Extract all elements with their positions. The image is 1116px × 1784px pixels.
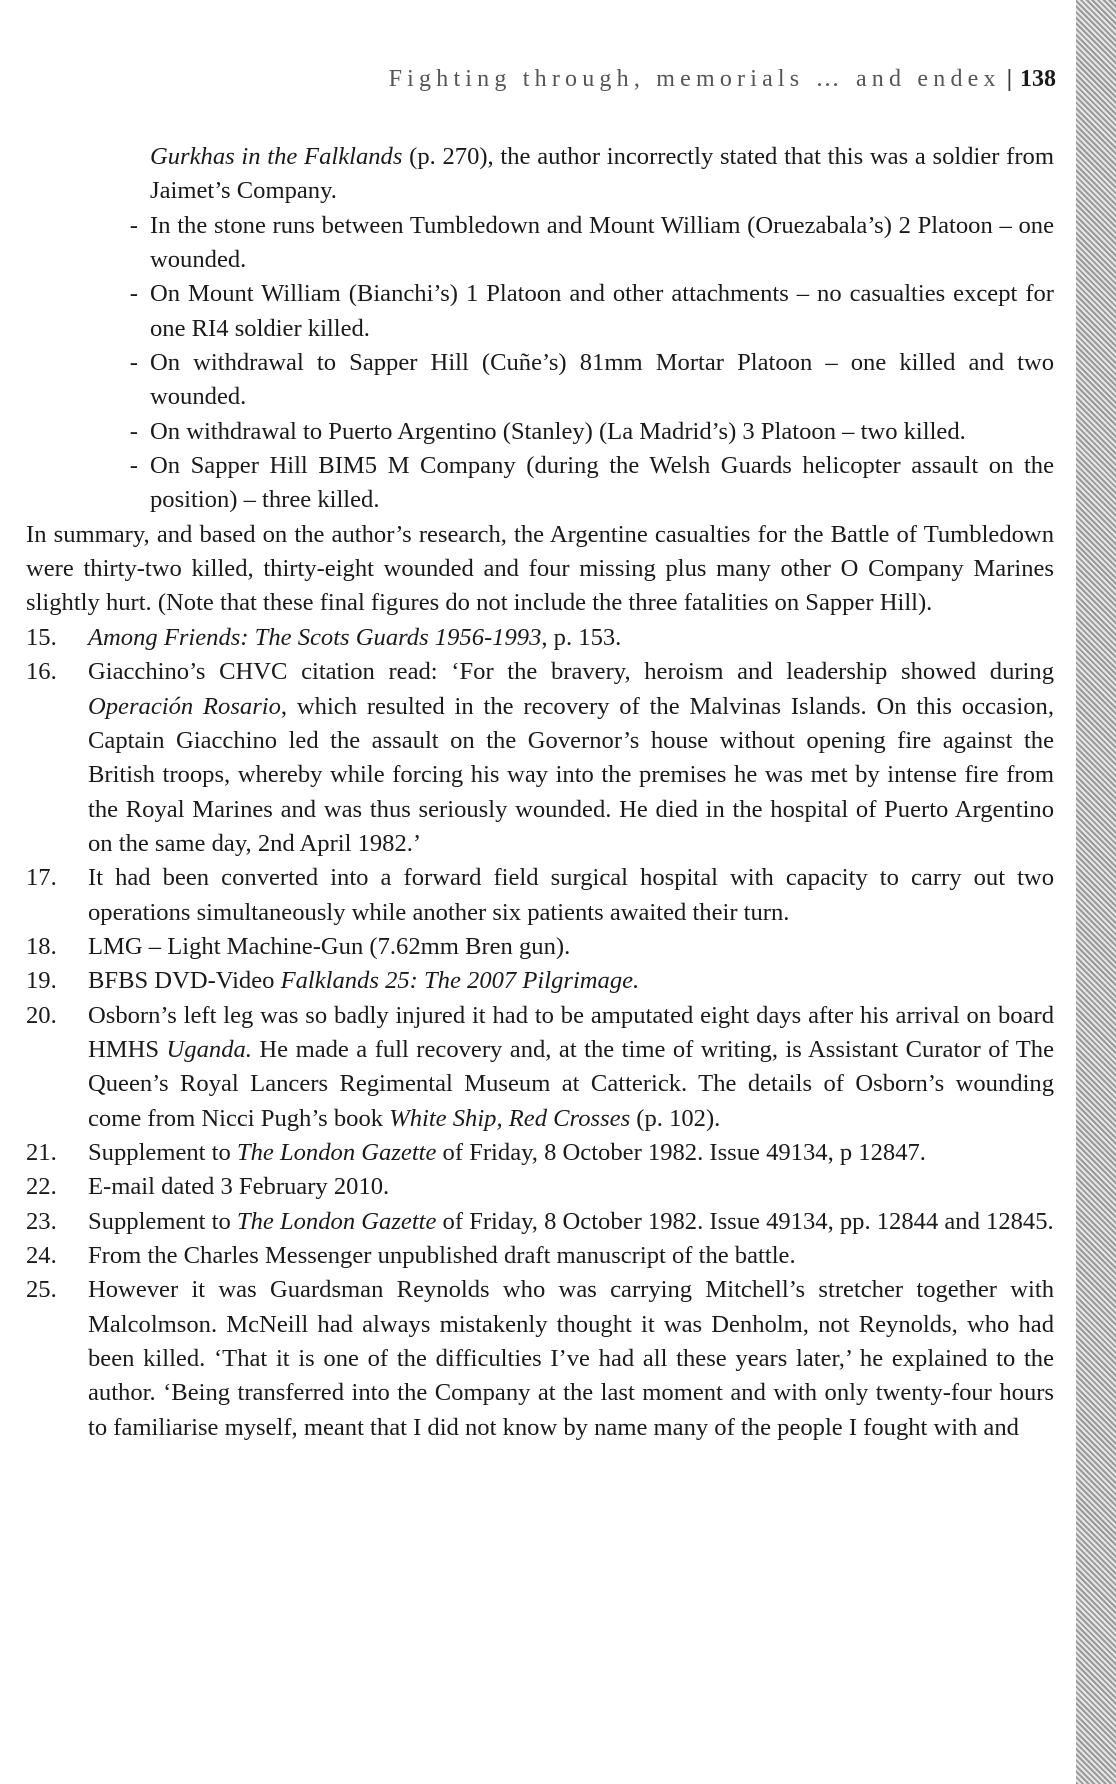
- casualty-list: [26, 209, 1054, 518]
- endnote-number: 16.: [26, 658, 57, 686]
- endnote-text-part: Giacchino’s CHVC citation read: ‘For the bravery, heroism and leadership showed during: [88, 658, 1054, 686]
- endnote-number: 24.: [26, 1242, 57, 1269]
- endnote-text-part: Supplement to: [88, 1138, 237, 1166]
- endnote: [26, 999, 1054, 1136]
- endnote-text: [88, 999, 1054, 1136]
- endnote-text-part: Osborn’s left leg was so badly injured it had to be amputated eight days after his arrival on board HMHS: [88, 1001, 1054, 1063]
- endnote-text: [88, 1239, 1054, 1273]
- endnote-text-part: From the Charles Messenger unpublished draft manuscript of the battle.: [88, 1242, 796, 1269]
- endnote-text: [88, 861, 1054, 930]
- endnote-italic-title: Operación Rosario: [88, 692, 281, 720]
- page-edge-strip: [1076, 0, 1116, 1784]
- endnote-italic-title: The London Gazette: [236, 1207, 437, 1235]
- endnote-number: 15.: [26, 623, 57, 651]
- endnote-text-part: (p. 102).: [630, 1104, 721, 1132]
- endnote-italic-title: Falklands 25: The 2007 Pilgrimage.: [280, 967, 640, 995]
- summary-paragraph: In summary, and based on the author’s research, the Argentine casualties for the Battle of Tumbledown were thirty-two killed, thirty-eight wounded and four missing plus many other O Company Marines slightly hurt. (Note that these final figures do not include the three fatalities on Sapper Hill).: [26, 520, 1054, 617]
- list-item: [26, 449, 1054, 518]
- endnote: [26, 1273, 1054, 1445]
- endnote-text-part: It had been converted into a forward field surgical hospital with capacity to carry out two operations simultaneously while another six patients awaited their turn.: [88, 864, 1054, 926]
- list-item: [26, 346, 1054, 415]
- continuation-text: (p. 270), the author incorrectly stated that this was a soldier from Jaimet’s Company.: [150, 143, 1054, 205]
- endnote-text-part: LMG – Light Machine-Gun (7.62mm Bren gun).: [88, 932, 571, 960]
- endnote: [26, 964, 1054, 998]
- list-item-text: On Mount William (Bianchi’s) 1 Platoon and other attachments – no casualties except for one RI4 soldier killed.: [150, 280, 1054, 342]
- endnote: [26, 1136, 1054, 1170]
- dash-bullet: -: [129, 280, 138, 308]
- endnote-text: [88, 1205, 1054, 1239]
- endnote: [26, 1170, 1054, 1204]
- endnote-number: 19.: [26, 967, 57, 995]
- endnotes-list: [26, 621, 1054, 1445]
- list-item: [26, 415, 1054, 449]
- continuation-title: Gurkhas in the Falklands: [150, 143, 403, 170]
- endnote-italic-title: Among Friends: The Scots Guards 1956-1993: [88, 623, 542, 651]
- list-item-text: On Sapper Hill BIM5 M Company (during the Welsh Guards helicopter assault on the position) – three killed.: [150, 452, 1054, 514]
- endnote-text-part: Supplement to: [88, 1207, 237, 1235]
- endnote: [26, 621, 1054, 655]
- list-item-text: On withdrawal to Sapper Hill (Cuñe’s) 81mm Mortar Platoon – one killed and two wounded.: [150, 349, 1054, 411]
- list-item: [26, 277, 1054, 346]
- endnote-text: [88, 621, 1054, 655]
- endnote: [26, 1205, 1054, 1239]
- endnote-number: 22.: [26, 1173, 57, 1201]
- running-header-title: Fighting through, memorials … and endex: [388, 66, 1001, 92]
- endnote-number: 17.: [26, 864, 57, 892]
- endnote-text-part: E-mail dated 3 February 2010.: [88, 1173, 390, 1201]
- endnote-text-part: , which resulted in the recovery of the Malvinas Islands. On this occasion, Captain Giacchino led the assault on the Governor’s house without opening fire against the British troops, whereby while forcing his way into the premises he was met by intense fire from the Royal Marines and was thus seriously wounded. He died in the hospital of Puerto Argentino on the same day, 2nd April 1982.’: [88, 692, 1054, 857]
- list-item-text: On withdrawal to Puerto Argentino (Stanley) (La Madrid’s) 3 Platoon – two killed.: [150, 417, 966, 445]
- endnote-text-part: BFBS DVD-Video: [88, 967, 281, 995]
- endnote-text: [88, 930, 1054, 964]
- endnote-text: [88, 1170, 1054, 1204]
- running-header: [180, 64, 1056, 94]
- continuation-paragraph: [26, 140, 1054, 209]
- dash-bullet: -: [129, 349, 138, 377]
- endnote-italic-title: Uganda.: [166, 1035, 252, 1063]
- endnote-number: 21.: [26, 1138, 57, 1166]
- endnote-number: 25.: [26, 1276, 57, 1304]
- page-number: 138: [1020, 66, 1056, 92]
- endnote-text-part: He made a full recovery and, at the time of writing, is Assistant Curator of The Queen’s Royal Lancers Regimental Museum at Catterick. The details of Osborn’s wounding come from Nicci Pugh’s book: [88, 1035, 1054, 1132]
- page-body: [26, 140, 1054, 1445]
- dash-bullet: -: [129, 452, 138, 480]
- list-item: [26, 209, 1054, 278]
- header-separator: |: [1006, 66, 1012, 92]
- dash-bullet: -: [129, 417, 138, 445]
- endnote-italic-title: White Ship, Red Crosses: [389, 1104, 631, 1132]
- endnote: [26, 930, 1054, 964]
- endnote-text-part: of Friday, 8 October 1982. Issue 49134, p 12847.: [436, 1138, 926, 1166]
- endnote: [26, 861, 1054, 930]
- endnote: [26, 655, 1054, 861]
- endnote-text-part: of Friday, 8 October 1982. Issue 49134, pp. 12844 and 12845.: [436, 1207, 1054, 1235]
- endnote-number: 20.: [26, 1001, 57, 1029]
- list-item-text: In the stone runs between Tumbledown and Mount William (Oruezabala’s) 2 Platoon – one wounded.: [150, 211, 1054, 274]
- endnote-number: 18.: [26, 932, 57, 960]
- endnote-text: [88, 1136, 1054, 1170]
- endnote: [26, 1239, 1054, 1273]
- endnote-text: [88, 655, 1054, 861]
- endnote-text: [88, 964, 1054, 998]
- endnote-number: 23.: [26, 1207, 57, 1235]
- endnote-text-part: , p. 153.: [541, 623, 622, 651]
- dash-bullet: -: [129, 211, 138, 239]
- endnote-text: [88, 1273, 1054, 1445]
- endnote-italic-title: The London Gazette: [236, 1138, 437, 1166]
- endnote-text-part: However it was Guardsman Reynolds who was carrying Mitchell’s stretcher together with Malcolmson. McNeill had always mistakenly thought it was Denholm, not Reynolds, who had been killed. ‘That it is one of the difficulties I’ve had all these years later,’ he explained to the author. ‘Being transferred into the Company at the last moment and with only twenty-four hours to familiarise myself, meant that I did not know by name many of the people I fought with and: [88, 1276, 1054, 1441]
